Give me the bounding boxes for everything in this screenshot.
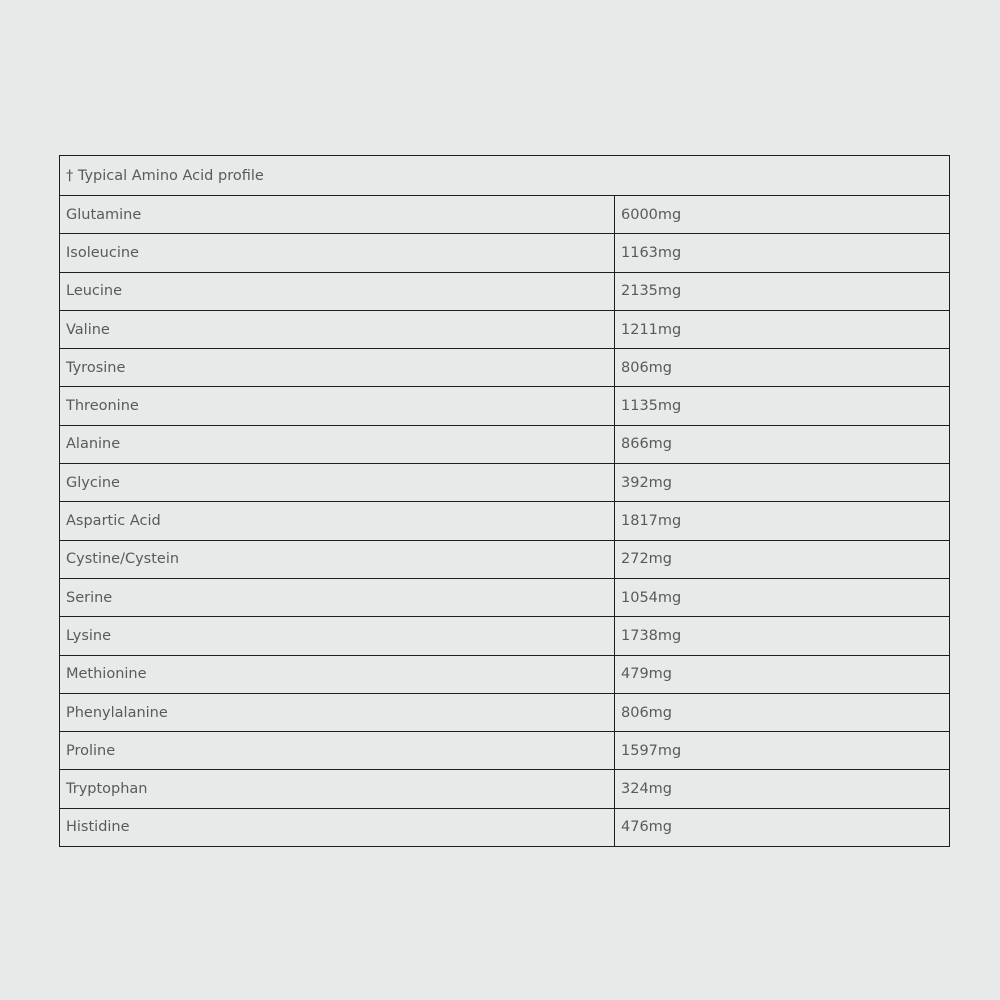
table-row xyxy=(60,349,950,387)
amino-acid-amount: 479mg xyxy=(615,655,950,693)
amino-acid-amount: 324mg xyxy=(615,770,950,808)
amino-acid-amount: 476mg xyxy=(615,808,950,846)
amino-acid-amount: 1597mg xyxy=(615,732,950,770)
amino-acid-name: Glycine xyxy=(60,464,615,502)
amino-acid-amount: 1738mg xyxy=(615,617,950,655)
table-row xyxy=(60,770,950,808)
amino-acid-amount: 6000mg xyxy=(615,196,950,234)
amino-acid-name: Valine xyxy=(60,310,615,348)
amino-acid-name: Histidine xyxy=(60,808,615,846)
table-row xyxy=(60,617,950,655)
table-row xyxy=(60,808,950,846)
amino-acid-name: Threonine xyxy=(60,387,615,425)
table-row xyxy=(60,540,950,578)
amino-acid-amount: 1163mg xyxy=(615,234,950,272)
amino-acid-table xyxy=(59,155,950,847)
table-row xyxy=(60,693,950,731)
amino-acid-name: Leucine xyxy=(60,272,615,310)
amino-acid-name: Alanine xyxy=(60,425,615,463)
amino-acid-amount: 272mg xyxy=(615,540,950,578)
amino-acid-amount: 1054mg xyxy=(615,578,950,616)
amino-acid-name: Phenylalanine xyxy=(60,693,615,731)
amino-acid-name: Cystine/Cystein xyxy=(60,540,615,578)
amino-acid-name: Tryptophan xyxy=(60,770,615,808)
table-row xyxy=(60,234,950,272)
table-row xyxy=(60,425,950,463)
amino-acid-name: Tyrosine xyxy=(60,349,615,387)
amino-acid-amount: 1135mg xyxy=(615,387,950,425)
amino-acid-name: Methionine xyxy=(60,655,615,693)
table-row xyxy=(60,732,950,770)
amino-acid-name: Glutamine xyxy=(60,196,615,234)
table-row xyxy=(60,196,950,234)
table-row xyxy=(60,310,950,348)
table-row xyxy=(60,272,950,310)
table-title: † Typical Amino Acid profile xyxy=(60,156,950,196)
table-row xyxy=(60,578,950,616)
amino-acid-name: Proline xyxy=(60,732,615,770)
amino-acid-amount: 866mg xyxy=(615,425,950,463)
table-row xyxy=(60,464,950,502)
table-row xyxy=(60,387,950,425)
amino-acid-amount: 806mg xyxy=(615,693,950,731)
amino-acid-amount: 2135mg xyxy=(615,272,950,310)
table-header-row xyxy=(60,156,950,196)
amino-acid-name: Lysine xyxy=(60,617,615,655)
table-row xyxy=(60,502,950,540)
amino-acid-amount: 1211mg xyxy=(615,310,950,348)
amino-acid-amount: 806mg xyxy=(615,349,950,387)
table-row xyxy=(60,655,950,693)
amino-acid-amount: 392mg xyxy=(615,464,950,502)
amino-acid-amount: 1817mg xyxy=(615,502,950,540)
amino-acid-name: Isoleucine xyxy=(60,234,615,272)
amino-acid-name: Serine xyxy=(60,578,615,616)
amino-acid-name: Aspartic Acid xyxy=(60,502,615,540)
